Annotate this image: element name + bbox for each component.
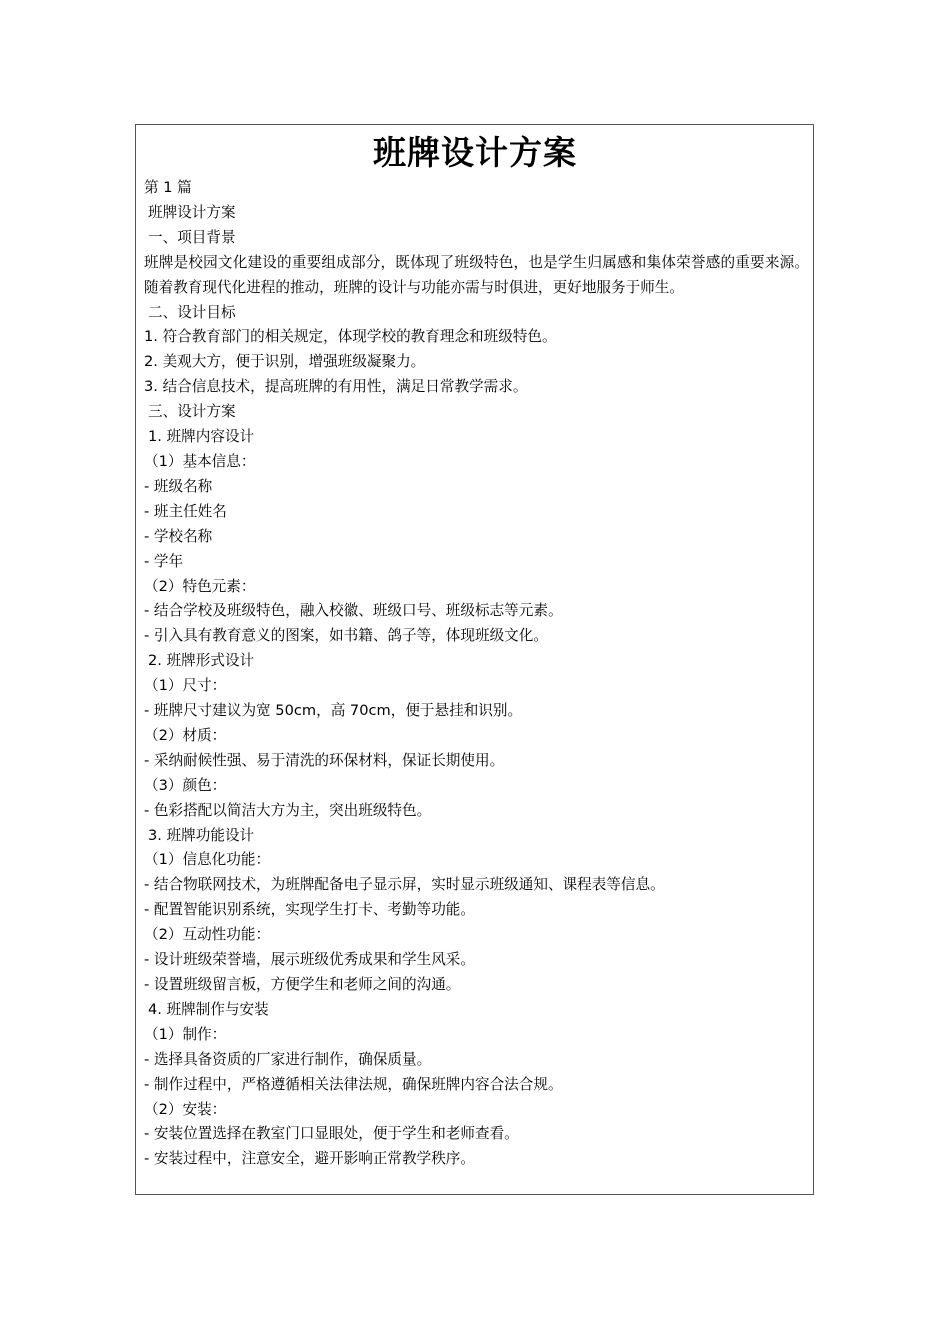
bullet-item: - 采纳耐候性强、易于清洗的环保材料，保证长期使用。 — [144, 751, 505, 769]
item-heading: （1）尺寸： — [144, 677, 227, 695]
section-heading: 一、项目背景 — [148, 228, 236, 246]
subsection-heading: 4. 班牌制作与安装 — [148, 1000, 269, 1018]
section-heading: 二、设计目标 — [148, 303, 236, 321]
bullet-item: - 班主任姓名 — [144, 502, 227, 520]
item-heading: （2）材质： — [144, 726, 227, 744]
part-label: 第 1 篇 — [144, 179, 192, 196]
item-heading: （1）基本信息： — [144, 452, 256, 470]
bullet-item: - 设置班级留言板，方便学生和老师之间的沟通。 — [144, 976, 461, 993]
document-title: 班牌设计方案 — [373, 133, 577, 172]
bullet-item: - 安装位置选择在教室门口显眼处，便于学生和老师查看。 — [144, 1125, 519, 1143]
bullet-item: - 学校名称 — [144, 527, 213, 545]
list-item: 3. 结合信息技术，提高班牌的有用性，满足日常教学需求。 — [144, 378, 528, 396]
list-item: 2. 美观大方，便于识别，增强班级凝聚力。 — [144, 353, 426, 371]
bullet-item: - 设计班级荣誉墙，展示班级优秀成果和学生风采。 — [144, 951, 475, 969]
item-heading: （1）信息化功能： — [144, 851, 271, 869]
bullet-item: - 制作过程中，严格遵循相关法律法规，确保班牌内容合法合规。 — [144, 1075, 563, 1093]
bullet-item: - 引入具有教育意义的图案，如书籍、鸽子等，体现班级文化。 — [144, 627, 548, 645]
item-heading: （2）安装： — [144, 1100, 227, 1118]
document-body — [144, 176, 809, 1172]
section-heading: 三、设计方案 — [148, 403, 236, 421]
bullet-item: - 班级名称 — [144, 477, 213, 495]
list-item: 1. 符合教育部门的相关规定，体现学校的教育理念和班级特色。 — [144, 328, 557, 346]
bullet-item: - 班牌尺寸建议为宽 50cm，高 70cm，便于悬挂和识别。 — [144, 702, 523, 720]
paragraph: 班牌是校园文化建设的重要组成部分，既体现了班级特色，也是学生归属感和集体荣誉感的重要来源。随着教育现代化进程的推动，班牌的设计与功能亦需与时俱进，更好地服务于师生。 — [144, 253, 809, 296]
bullet-item: - 色彩搭配以简洁大方为主，突出班级特色。 — [144, 801, 432, 819]
bullet-item: - 结合物联网技术，为班牌配备电子显示屏，实时显示班级通知、课程表等信息。 — [144, 876, 665, 894]
bullet-item: - 配置智能识别系统，实现学生打卡、考勤等功能。 — [144, 901, 475, 919]
item-heading: （3）颜色： — [144, 776, 227, 794]
subtitle: 班牌设计方案 — [148, 203, 236, 221]
subsection-heading: 1. 班牌内容设计 — [148, 428, 255, 446]
item-heading: （2）特色元素： — [144, 577, 256, 595]
bullet-item: - 结合学校及班级特色，融入校徽、班级口号、班级标志等元素。 — [144, 602, 563, 620]
subsection-heading: 2. 班牌形式设计 — [148, 652, 255, 670]
item-heading: （1）制作： — [144, 1025, 227, 1043]
bullet-item: - 安装过程中，注意安全，避开影响正常教学秩序。 — [144, 1150, 475, 1168]
subsection-heading: 3. 班牌功能设计 — [148, 826, 255, 844]
bullet-item: - 学年 — [144, 552, 184, 570]
bullet-item: - 选择具备资质的厂家进行制作，确保质量。 — [144, 1050, 432, 1068]
item-heading: （2）互动性功能： — [144, 926, 271, 944]
